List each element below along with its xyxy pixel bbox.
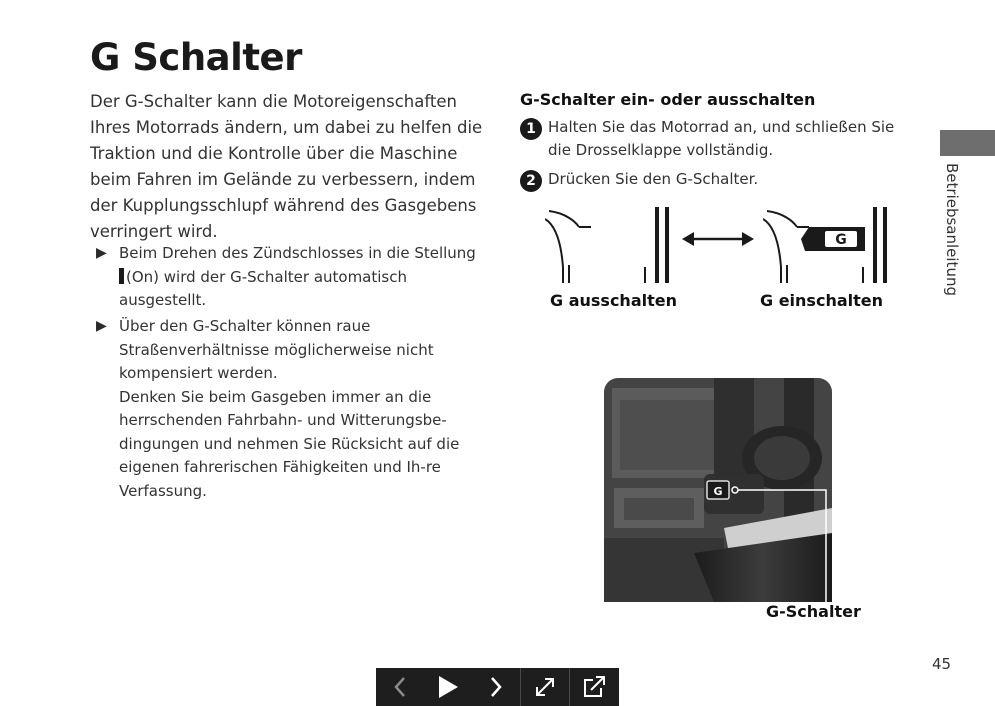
step-number-1: 1 [520,118,542,140]
open-external-button[interactable] [570,668,618,706]
g-switch-callout-label: G-Schalter [766,602,861,621]
fullscreen-button[interactable] [521,668,569,706]
note-bullet-2-continuation: Denken Sie beim Gasgeben immer an die herrschenden Fahrbahn- und Witterungsbe-dingungen und nehmen Sie Rücksicht auf die eigenen fahrerischen Fähigkeiten und Ih-re Verfassung. [119,387,460,500]
handlebar-photo [604,378,832,606]
viewer-toolbar [376,668,619,706]
play-button[interactable] [424,668,472,706]
page-number: 45 [932,655,952,673]
section-title: G-Schalter ein- oder ausschalten [520,90,816,109]
external-link-icon [581,675,607,699]
caption-switch-on: G einschalten [760,291,883,310]
chevron-left-icon [393,676,407,698]
expand-icon [533,675,557,699]
next-button[interactable] [472,668,520,706]
on-position-icon [119,268,124,284]
switch-off-illustration [545,207,673,283]
intro-paragraph: Der G-Schalter kann die Motoreigenschaften Ihres Motorrads ändern, um dabei zu helfen die Traktion und die Kontrolle über die Maschine beim Fahren im Gelände zu verbessern, indem der Kupplungsschlupf während des Gasgebens verringert wird. [90,92,483,241]
double-arrow-icon [682,230,754,252]
chevron-right-icon [489,676,503,698]
note-bullet-1 [96,242,496,313]
note-bullet-2 [96,315,496,503]
step-number-2: 2 [520,170,542,192]
side-tab-marker [940,130,995,156]
switch-on-illustration [763,207,891,283]
step-2-text: Drücken Sie den G-Schalter. [548,170,759,188]
note-bullet-1-continuation: (On) wird der G-Schalter automatisch ausgestellt. [119,267,407,309]
switch-letter: G [835,232,847,248]
previous-button[interactable] [376,668,424,706]
photo-switch-letter: G [713,485,723,498]
step-2 [520,168,920,191]
note-bullet-2-text: Über den G-Schalter können raue Straßenverhältnisse möglicherweise nicht kompensiert werden. [119,317,434,382]
step-1-text: Halten Sie das Motorrad an, und schließen Sie die Drosselklappe vollständig. [548,118,895,159]
side-tab-label: Betriebsanleitung [943,163,961,296]
triangle-bullet-icon: ▶ [96,245,107,261]
triangle-bullet-icon: ▶ [96,318,107,334]
step-1 [520,116,920,162]
note-bullet-1-text: Beim Drehen des Zündschlosses in die Stellung [119,244,476,262]
play-icon [437,675,459,699]
caption-switch-off: G ausschalten [550,291,677,310]
page-title: G Schalter [90,36,302,79]
